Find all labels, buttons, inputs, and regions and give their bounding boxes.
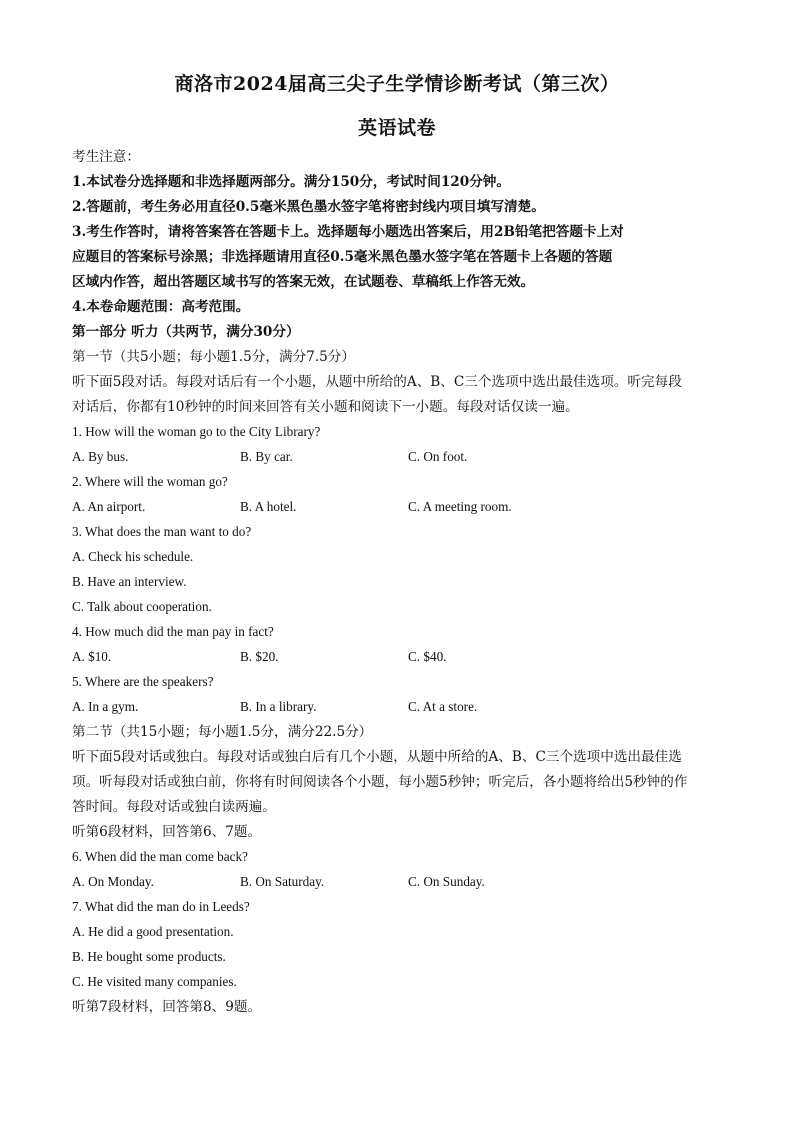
notice-heading: 考生注意： [72,149,140,165]
question-3-option-c: C. Talk about cooperation. [72,599,212,614]
question-1-option-a: A. By bus. [72,449,129,464]
part1-heading: 第一部分 听力（共两节，满分30分） [72,324,300,340]
question-5-stem: 5. Where are the speakers? [72,674,214,689]
section2-instructions-3: 答时间。每段对话或独白读两遍。 [72,799,276,815]
notice-item-3-cont: 应题目的答案标号涂黑；非选择题请用直径0.5毫米黑色墨水签字笔在答题卡上各题的答题 [72,249,613,265]
question-2-stem: 2. Where will the woman go? [72,474,228,489]
notice-item-4: 4.本卷命题范围：高考范围。 [72,299,250,315]
question-5-option-c: C. At a store. [408,699,478,714]
question-6-stem: 6. When did the man come back? [72,849,248,864]
question-6-option-b: B. On Saturday. [240,874,325,889]
question-7-option-c: C. He visited many companies. [72,974,237,989]
question-7-option-a: A. He did a good presentation. [72,924,234,939]
material-6-note: 听第6段材料，回答第6、7题。 [72,824,262,840]
notice-item-3-cont2: 区域内作答，超出答题区域书写的答案无效，在试题卷、草稿纸上作答无效。 [72,274,535,290]
question-2-option-a: A. An airport. [72,499,146,514]
question-2-option-c: C. A meeting room. [408,499,512,514]
question-4-option-b: B. $20. [240,649,279,664]
question-1-option-c: C. On foot. [408,449,468,464]
question-1-stem: 1. How will the woman go to the City Library? [72,424,321,439]
question-2-option-b: B. A hotel. [240,499,297,514]
notice-item-3: 3.考生作答时，请将答案答在答题卡上。选择题每小题选出答案后，用2B铅笔把答题卡上对 [72,224,624,240]
material-7-note: 听第7段材料，回答第8、9题。 [72,999,262,1015]
question-5-option-a: A. In a gym. [72,699,139,714]
question-3-option-b: B. Have an interview. [72,574,187,589]
question-1-option-b: B. By car. [240,449,293,464]
notice-item-2: 2.答题前，考生务必用直径0.5毫米黑色墨水签字笔将密封线内项目填写清楚。 [72,199,545,215]
question-6-option-a: A. On Monday. [72,874,154,889]
section1-instructions-1: 听下面5段对话。每段对话后有一个小题，从题中所给的A、B、C三个选项中选出最佳选项。听完每段 [72,374,682,390]
section2-instructions-1: 听下面5段对话或独白。每段对话或独白后有几个小题，从题中所给的A、B、C三个选项中选出最佳选 [72,749,682,765]
exam-title: 商洛市2024届高三尖子生学情诊断考试（第三次） [174,73,620,95]
question-3-stem: 3. What does the man want to do? [72,524,252,539]
exam-subtitle: 英语试卷 [357,117,436,139]
question-6-option-c: C. On Sunday. [408,874,485,889]
question-4-option-a: A. $10. [72,649,112,664]
question-7-option-b: B. He bought some products. [72,949,226,964]
section1-heading: 第一节（共5小题；每小题1.5分，满分7.5分） [72,349,355,365]
section2-heading: 第二节（共15小题；每小题1.5分，满分22.5分） [72,724,373,740]
question-7-stem: 7. What did the man do in Leeds? [72,899,250,914]
notice-item-1: 1.本试卷分选择题和非选择题两部分。满分150分，考试时间120分钟。 [72,174,510,190]
question-4-stem: 4. How much did the man pay in fact? [72,624,274,639]
question-5-option-b: B. In a library. [240,699,317,714]
section2-instructions-2: 项。听每段对话或独白前，你将有时间阅读各个小题，每小题5秒钟；听完后，各小题将给出5秒钟的作 [72,774,688,790]
section1-instructions-2: 对话后，你都有10秒钟的时间来回答有关小题和阅读下一小题。每段对话仅读一遍。 [72,399,579,415]
question-4-option-c: C. $40. [408,649,447,664]
question-3-option-a: A. Check his schedule. [72,549,194,564]
